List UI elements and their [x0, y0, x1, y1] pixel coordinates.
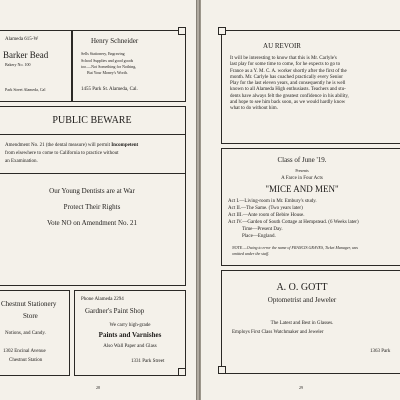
business-name: Barker Bead: [3, 50, 49, 60]
business-type: Optometrist and Jeweler: [267, 296, 337, 304]
section-title: AU REVOIR: [263, 42, 301, 50]
phone-text: Alameda 615-W: [5, 37, 39, 42]
public-beware-notice: [0, 106, 186, 286]
detail-text: Paints and Varnishes: [98, 331, 162, 339]
corner-ornament-icon: [218, 27, 226, 35]
right-page: [200, 0, 400, 400]
corner-ornament-icon: [178, 368, 186, 376]
corner-ornament-icon: [218, 366, 226, 374]
slogan-text: Protect Their Rights: [63, 203, 121, 211]
text-line: known to all Alameda High enthusiasts. Teachers and stu-: [230, 87, 346, 93]
business-name: A. O. GOTT: [276, 282, 328, 293]
au-revoir-box: [221, 30, 400, 144]
phone-text: Phone Alameda 2294: [81, 297, 124, 302]
address-text: Park Street Alameda, Cal: [5, 87, 46, 92]
detail-text: Store: [23, 312, 38, 320]
presents-text: Presents: [295, 168, 309, 173]
text-line: month. Mr. Carlyle has coached practically every Senior: [230, 74, 343, 80]
address-text: 1363 Park: [370, 349, 391, 354]
gardners-paint-ad: [74, 290, 186, 376]
left-page: [0, 0, 197, 400]
barker-bread-ad: [0, 30, 72, 102]
address-text: 1302 Encinal Avenue: [3, 349, 46, 354]
page-number: 29: [299, 385, 303, 390]
detail-text: But Your Money's Worth.: [87, 70, 128, 75]
business-name: Chestnut Stationery: [1, 300, 57, 308]
notice-text: Amendment No. 21 (the dental measure) will permit Incompetent: [5, 143, 139, 148]
note-text: NOTE.—Owing to error the name of FRANCIS GRAVES, Ticket Manager, was: [232, 245, 358, 250]
address-text: 1331 Park Street: [131, 359, 165, 364]
address-text: Chestnut Station: [9, 358, 43, 363]
text-line: and hope to see him back soon, as we would hardly know: [230, 100, 346, 106]
notice-text: from elsewhere to come to California to practice without: [5, 151, 119, 156]
detail-text: Employs First Class Watchmaker and Jeweler: [232, 330, 324, 335]
corner-ornament-icon: [178, 27, 186, 35]
note-text: omitted under the staff.: [232, 251, 270, 256]
detail-text: too.—Not Something for Nothing,: [81, 64, 137, 69]
detail-text: The Latest and Best in Glasses.: [270, 321, 334, 326]
notice-title: PUBLIC BEWARE: [52, 115, 132, 126]
slogan-text: Vote NO on Amendment No. 21: [46, 219, 138, 227]
text-line: Play for the last eleven years, and consequently he is well: [230, 81, 346, 87]
divider: [0, 134, 185, 135]
business-name: Gardner's Paint Shop: [85, 307, 145, 315]
business-name: Henry Schneider: [91, 37, 139, 45]
detail-text: Also Wall Paper and Glass: [103, 344, 157, 349]
text-line: last play for some time to come, for he expects to go to: [230, 62, 341, 68]
class-heading: Class of June '19.: [277, 156, 327, 164]
detail-text: We carry high-grade: [109, 323, 151, 328]
act-line: Act I.—Living-room in Mr. Embury's study.: [228, 199, 317, 204]
au-revoir-text: [230, 56, 400, 113]
page-number: 28: [96, 385, 100, 390]
act-line: Act IV.—Garden of South Cottage at Hempstead. (6 Weeks later): [228, 220, 359, 225]
gott-jeweler-ad: [221, 270, 400, 374]
address-text: 1455 Park St. Alameda, Cal.: [81, 87, 138, 92]
text-line: France as a Y. M. C. A. worker shortly after the first of the: [230, 68, 347, 74]
act-line: Act II.—The Same. (Two years later): [228, 206, 303, 211]
divider: [0, 173, 185, 174]
play-title: "MICE AND MEN": [265, 184, 339, 194]
time-text: Time—Present Day.: [242, 227, 283, 232]
text-line: what to do without him.: [230, 106, 278, 112]
detail-text: Notions, and Candy.: [5, 331, 46, 336]
detail-text: Bakery No. 100: [5, 62, 31, 67]
slogan-text: Our Young Dentists are at War: [49, 187, 135, 195]
chestnut-stationery-ad: [0, 290, 70, 376]
place-text: Place—England.: [242, 234, 276, 239]
farce-text: A Farce in Four Acts: [281, 176, 323, 181]
text-line: It will be interesting to know that this is Mr. Carlyle's: [230, 56, 337, 61]
henry-schneider-ad: [72, 30, 186, 102]
detail-text: Sells Stationery, Engraving: [81, 51, 125, 56]
detail-text: School Supplies and good goods: [81, 58, 134, 63]
play-program-box: [221, 148, 400, 266]
act-line: Act III.—Ante room of Bebire House.: [228, 213, 305, 218]
notice-text: an Examination.: [5, 159, 38, 164]
text-line: dents have always felt the greatest confidence in his ability,: [230, 93, 349, 99]
